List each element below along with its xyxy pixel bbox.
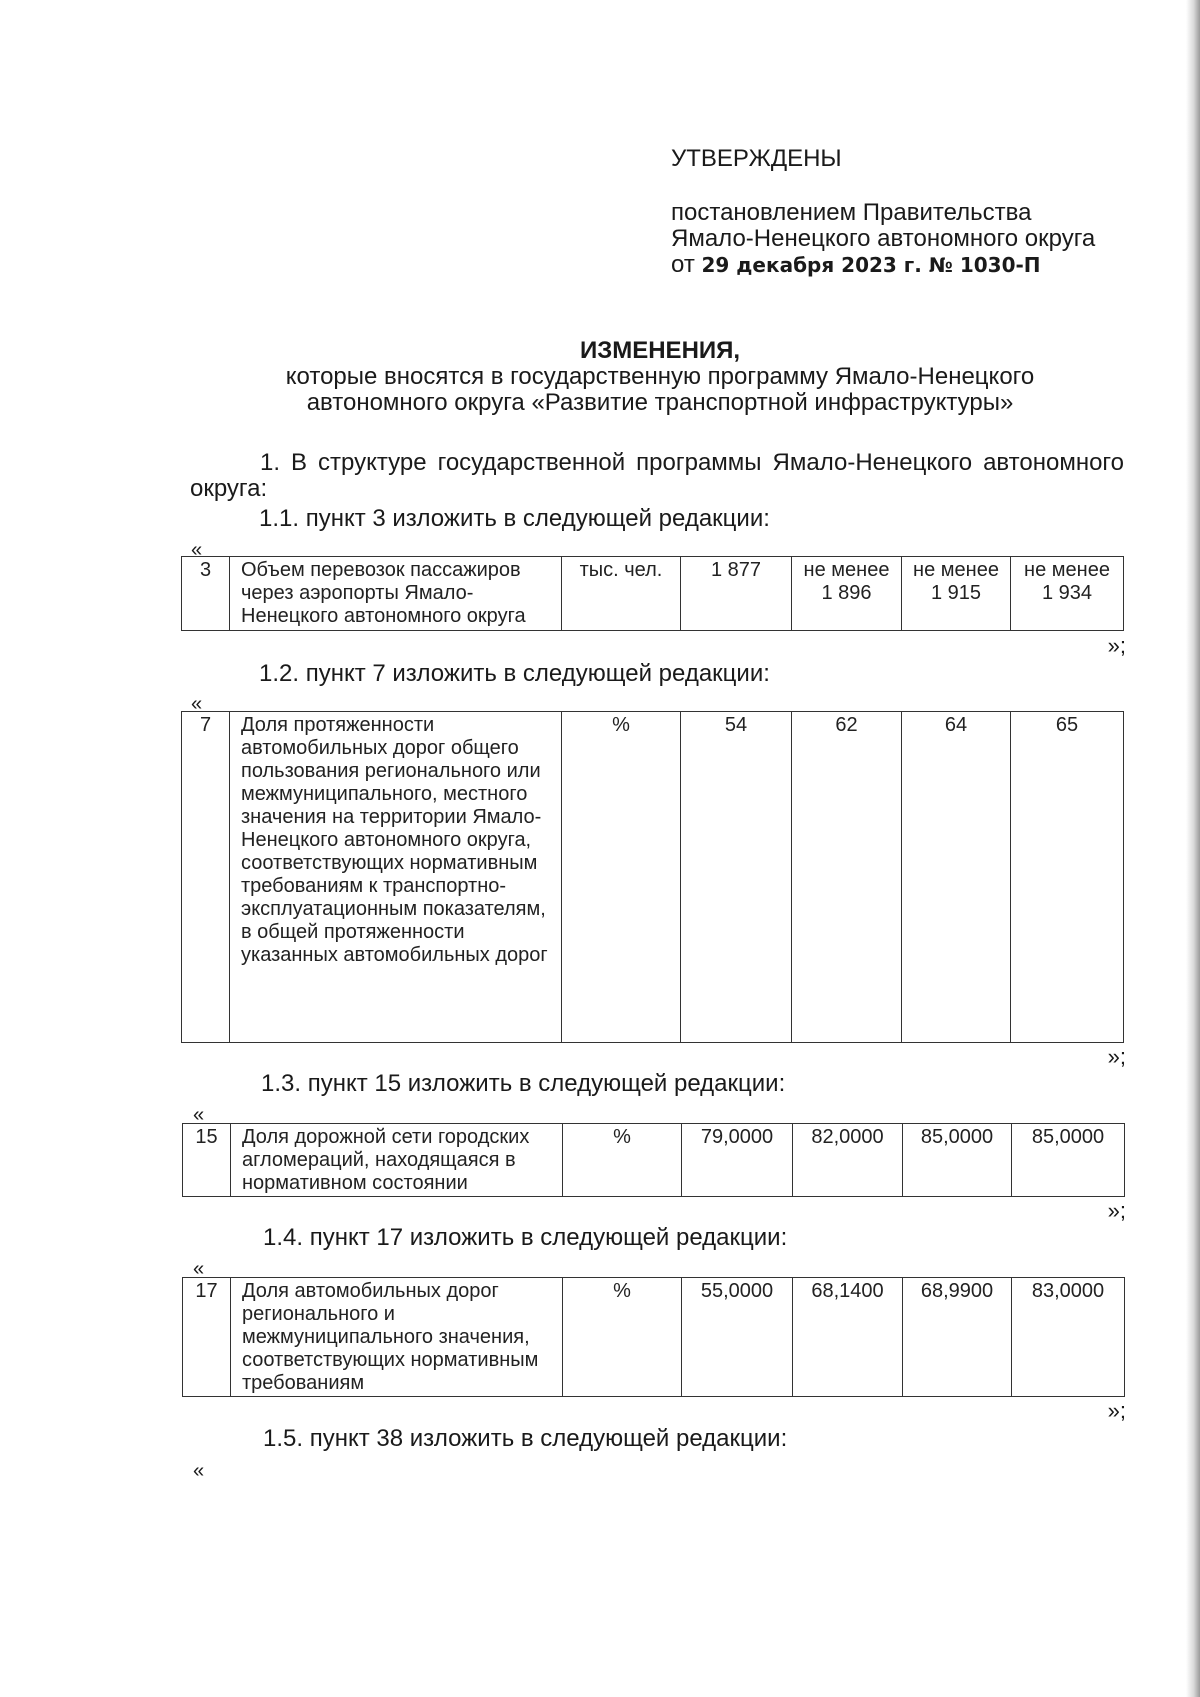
row-number: 15 — [183, 1124, 231, 1197]
unit-cell: тыс. чел. — [562, 557, 681, 631]
scan-page-edge — [1186, 0, 1200, 1697]
value-cell-1: 1 877 — [681, 557, 792, 631]
quote-open-1-2: « — [191, 693, 203, 715]
table-item-3 — [181, 556, 1124, 631]
approval-line-1: постановлением Правительства — [671, 199, 1032, 226]
value-cell-3: не менее 1 915 — [902, 557, 1011, 631]
value-cell-3: 68,9900 — [903, 1278, 1012, 1397]
quote-close-1-4: »; — [1107, 1398, 1126, 1423]
quote-close-1-3: »; — [1107, 1198, 1126, 1223]
table-row — [182, 712, 1124, 1043]
indicator-description: Доля дорожной сети городских агломераций, находящаяся в нормативном состоянии — [231, 1124, 563, 1197]
instruction-1-2: 1.2. пункт 7 изложить в следующей редакции: — [259, 660, 770, 687]
value-cell-2: 82,0000 — [793, 1124, 903, 1197]
value-cell-2: 62 — [792, 712, 902, 1043]
table-item-15 — [182, 1123, 1125, 1197]
heading-subtitle-2: автономного округа «Развитие транспортной инфраструктуры» — [306, 389, 1014, 416]
approval-date-prefix: от — [671, 251, 695, 278]
value-cell-1: 54 — [681, 712, 792, 1043]
value-cell-2: не менее 1 896 — [792, 557, 902, 631]
table-row — [183, 1278, 1125, 1397]
value-cell-3: 85,0000 — [903, 1124, 1012, 1197]
value-cell-4: 65 — [1011, 712, 1124, 1043]
value-cell-3: 64 — [902, 712, 1011, 1043]
quote-open-1-3: « — [193, 1104, 205, 1126]
quote-open-1-4: « — [193, 1258, 205, 1280]
approval-date-number: 29 декабря 2023 г. № 1030-П — [701, 253, 1041, 277]
value-cell-4: не менее 1 934 — [1011, 557, 1124, 631]
unit-cell: % — [563, 1278, 682, 1397]
unit-cell: % — [562, 712, 681, 1043]
unit-cell: % — [563, 1124, 682, 1197]
approval-date — [671, 252, 1141, 278]
value-cell-1: 55,0000 — [682, 1278, 793, 1397]
row-number: 17 — [183, 1278, 231, 1397]
instruction-1-5: 1.5. пункт 38 изложить в следующей редакции: — [263, 1425, 788, 1452]
value-cell-4: 85,0000 — [1012, 1124, 1125, 1197]
quote-open-1-1: « — [191, 539, 203, 561]
quote-open-1-5: « — [193, 1460, 205, 1482]
approval-line-2: Ямало-Ненецкого автономного округа — [671, 225, 1096, 252]
instruction-1-3: 1.3. пункт 15 изложить в следующей редакции: — [261, 1070, 786, 1097]
row-number: 3 — [182, 557, 230, 631]
table-item-7 — [181, 711, 1124, 1043]
row-number: 7 — [182, 712, 230, 1043]
heading-title: ИЗМЕНЕНИЯ, — [579, 337, 741, 364]
heading-subtitle-1: которые вносятся в государственную программу Ямало-Ненецкого — [285, 363, 1035, 390]
document-heading — [190, 338, 1130, 416]
quote-close-1-2: »; — [1107, 1044, 1126, 1069]
instruction-1-1: 1.1. пункт 3 изложить в следующей редакции: — [259, 505, 770, 532]
value-cell-2: 68,1400 — [793, 1278, 903, 1397]
value-cell-1: 79,0000 — [682, 1124, 793, 1197]
indicator-description: Доля автомобильных дорог регионального и межмуниципального значения, соответствующих нормативным требованиям — [231, 1278, 563, 1397]
indicator-description: Объем перевозок пассажиров через аэропорты Ямало-Ненецкого автономного округа — [230, 557, 562, 631]
table-row — [182, 557, 1124, 631]
quote-close-1-1: »; — [1107, 633, 1126, 658]
table-row — [183, 1124, 1125, 1197]
instruction-1-4: 1.4. пункт 17 изложить в следующей редакции: — [263, 1224, 788, 1251]
approval-block — [671, 146, 1141, 278]
approval-title: УТВЕРЖДЕНЫ — [671, 145, 842, 172]
table-item-17 — [182, 1277, 1125, 1397]
paragraph-1: 1. В структуре государственной программы Ямало-Ненецкого автономного округа: — [190, 449, 1124, 502]
value-cell-4: 83,0000 — [1012, 1278, 1125, 1397]
indicator-description: Доля протяженности автомобильных дорог общего пользования регионального или межмуниципального, местного значения на территории Ямало-Ненецкого автономного округа, соответствующих нормативным требованиям к транспортно-эксплуатационным показателям, в общей протяженности указанных автомобильных дорог — [230, 712, 562, 1043]
